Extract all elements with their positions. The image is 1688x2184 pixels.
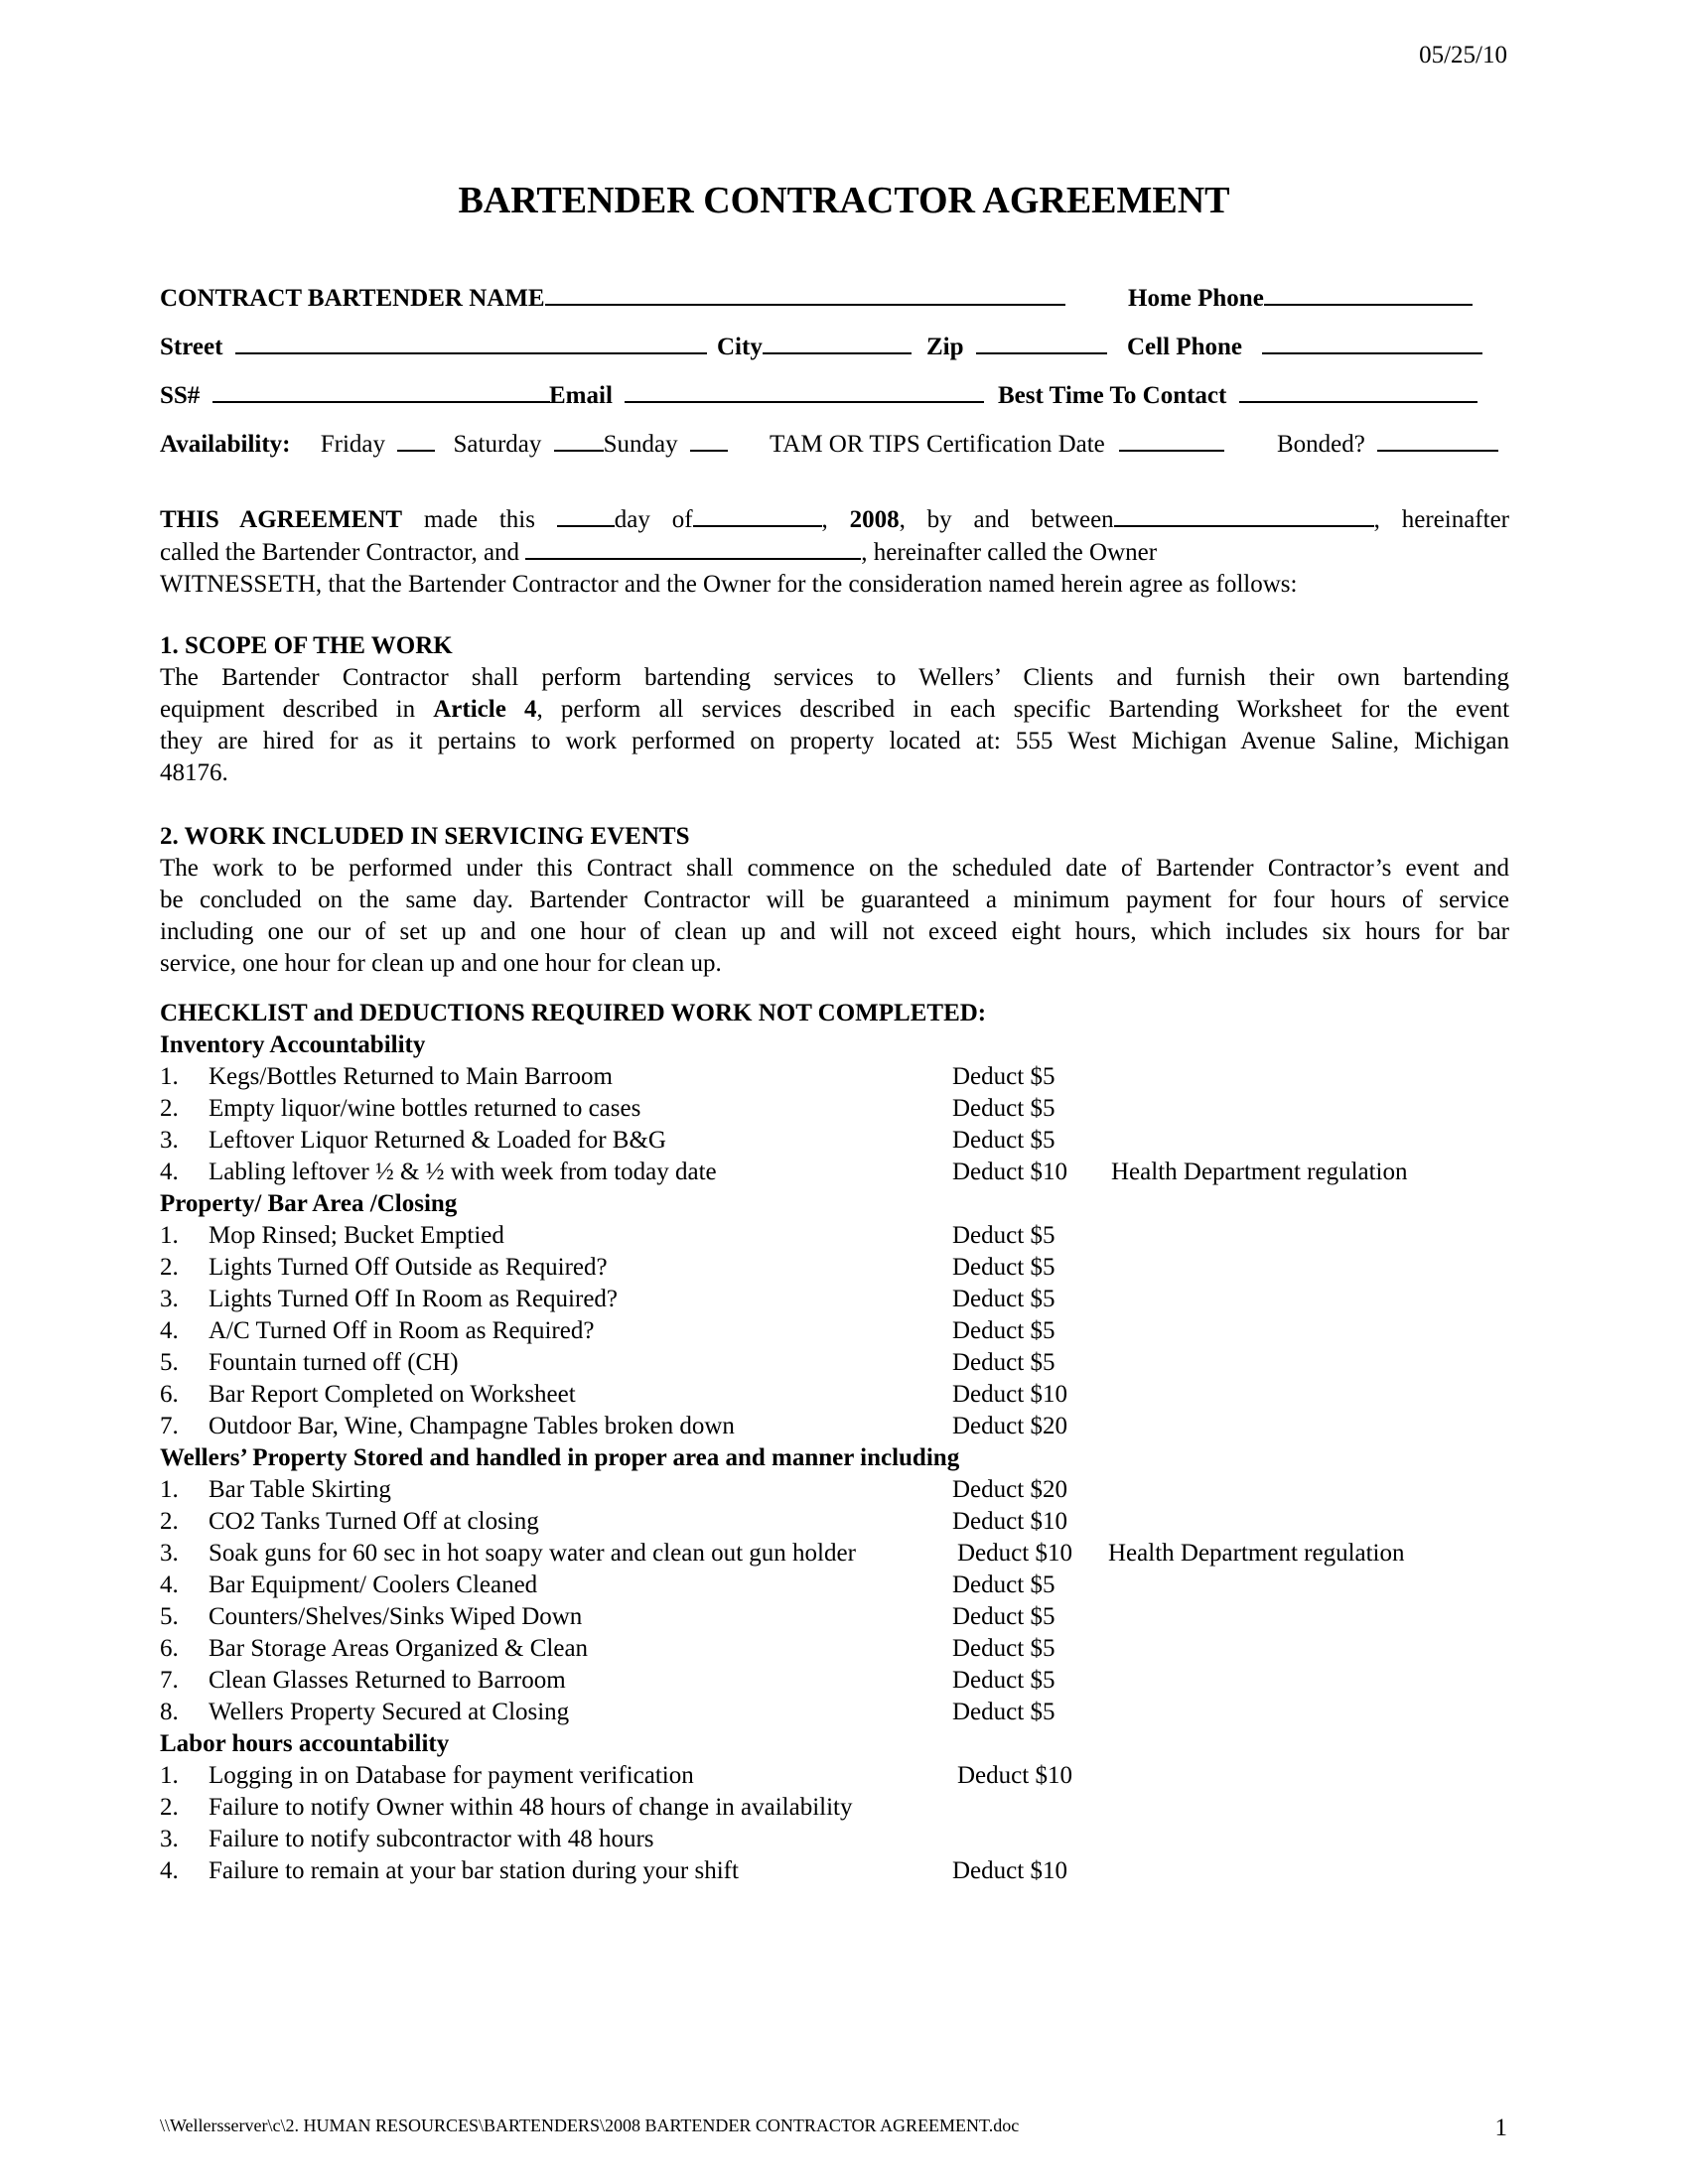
- bonded-row: [1277, 428, 1498, 461]
- ss-row: [160, 379, 550, 412]
- home-phone-row: [1128, 282, 1473, 315]
- cell-phone-row: [1127, 331, 1482, 363]
- document-date: 05/25/10: [1419, 42, 1507, 68]
- section-1-line: they are hired for as it pertains to work performed on property located at: 555 West Michigan Avenue Saline, Michigan: [160, 728, 1509, 754]
- bonded-label: Bonded?: [1277, 431, 1365, 458]
- group-heading-wellers-property: Wellers’ Property Stored and handled in proper area and manner including: [160, 1444, 960, 1471]
- agreement-line-3: WITNESSETH, that the Bartender Contractor and the Owner for the consideration named herein agree as follows:: [160, 571, 1298, 598]
- section-2-line: be concluded on the same day. Bartender Contractor will be guaranteed a minimum payment for four hours of service: [160, 887, 1509, 913]
- email-row: [549, 379, 984, 412]
- agreement-line-2: called the Bartender Contractor, and , hereinafter called the Owner: [160, 536, 1509, 569]
- best-time-blank[interactable]: [1239, 379, 1477, 403]
- section-2-line: The work to be performed under this Contract shall commence on the scheduled date of Bartender Contractor’s event and: [160, 855, 1509, 882]
- section-2-body: [160, 853, 1509, 980]
- section-1-heading: 1. SCOPE OF THE WORK: [160, 632, 453, 659]
- email-label: Email: [549, 382, 613, 409]
- agreement-line-1: THIS AGREEMENT made this day of , 2008, by and between , hereinafter: [160, 503, 1509, 536]
- group-heading-inventory: Inventory Accountability: [160, 1031, 426, 1058]
- bonded-blank[interactable]: [1377, 428, 1498, 452]
- certification-blank[interactable]: [1119, 428, 1224, 452]
- name-row: [160, 282, 1065, 315]
- friday-blank[interactable]: [397, 428, 435, 452]
- certification-row: [770, 428, 1224, 461]
- street-label: Street: [160, 334, 223, 360]
- availability-row: [160, 428, 728, 461]
- page-number: 1: [1494, 2115, 1507, 2141]
- footer-file-path: \\Wellersserver\c\2. HUMAN RESOURCES\BARTENDERS\2008 BARTENDER CONTRACTOR AGREEMENT.doc: [160, 2116, 1020, 2135]
- ss-label: SS#: [160, 382, 201, 409]
- city-label: City: [717, 334, 763, 360]
- best-time-row: [998, 379, 1477, 412]
- group-heading-property: Property/ Bar Area /Closing: [160, 1190, 458, 1217]
- cell-phone-label: Cell Phone: [1127, 334, 1242, 360]
- ss-blank[interactable]: [212, 379, 550, 403]
- email-blank[interactable]: [625, 379, 984, 403]
- name-label: CONTRACT BARTENDER NAME: [160, 285, 545, 312]
- sunday-blank[interactable]: [690, 428, 728, 452]
- zip-blank[interactable]: [976, 331, 1107, 354]
- friday-label: Friday: [320, 431, 386, 458]
- zip-row: [926, 331, 1107, 363]
- city-row: [717, 331, 912, 363]
- home-phone-blank[interactable]: [1264, 282, 1473, 306]
- section-1-body: [160, 662, 1509, 789]
- street-blank[interactable]: [235, 331, 707, 354]
- home-phone-label: Home Phone: [1128, 285, 1264, 312]
- document-title: BARTENDER CONTRACTOR AGREEMENT: [458, 180, 1230, 221]
- city-blank[interactable]: [763, 331, 912, 354]
- cell-phone-blank[interactable]: [1262, 331, 1482, 354]
- saturday-blank[interactable]: [554, 428, 604, 452]
- availability-label: Availability:: [160, 431, 291, 458]
- day-blank[interactable]: [557, 503, 615, 527]
- section-2-heading: 2. WORK INCLUDED IN SERVICING EVENTS: [160, 823, 690, 850]
- section-1-line: equipment described in Article 4, perform all services described in each specific Bartending Worksheet for the event: [160, 696, 1510, 723]
- section-2-line: service, one hour for clean up and one hour for clean up.: [160, 950, 722, 977]
- section-1-line: 48176.: [160, 759, 228, 786]
- zip-label: Zip: [926, 334, 964, 360]
- best-time-label: Best Time To Contact: [998, 382, 1227, 409]
- section-1-line: The Bartender Contractor shall perform bartending services to Wellers’ Clients and furnish their own bartending: [160, 664, 1509, 691]
- street-row: [160, 331, 707, 363]
- checklist-heading: CHECKLIST and DEDUCTIONS REQUIRED WORK NOT COMPLETED:: [160, 1000, 987, 1026]
- group-heading-labor: Labor hours accountability: [160, 1730, 450, 1757]
- agreement-paragraph: [160, 503, 1509, 601]
- contractor-blank[interactable]: [1114, 503, 1374, 527]
- saturday-label: Saturday: [453, 431, 542, 458]
- section-2-line: including one our of set up and one hour of clean up and will not exceed eight hours, which includes six hours for bar: [160, 918, 1509, 945]
- month-blank[interactable]: [693, 503, 822, 527]
- name-blank[interactable]: [545, 282, 1065, 306]
- owner-blank[interactable]: [525, 536, 861, 560]
- sunday-label: Sunday: [603, 431, 678, 458]
- certification-label: TAM OR TIPS Certification Date: [770, 431, 1105, 458]
